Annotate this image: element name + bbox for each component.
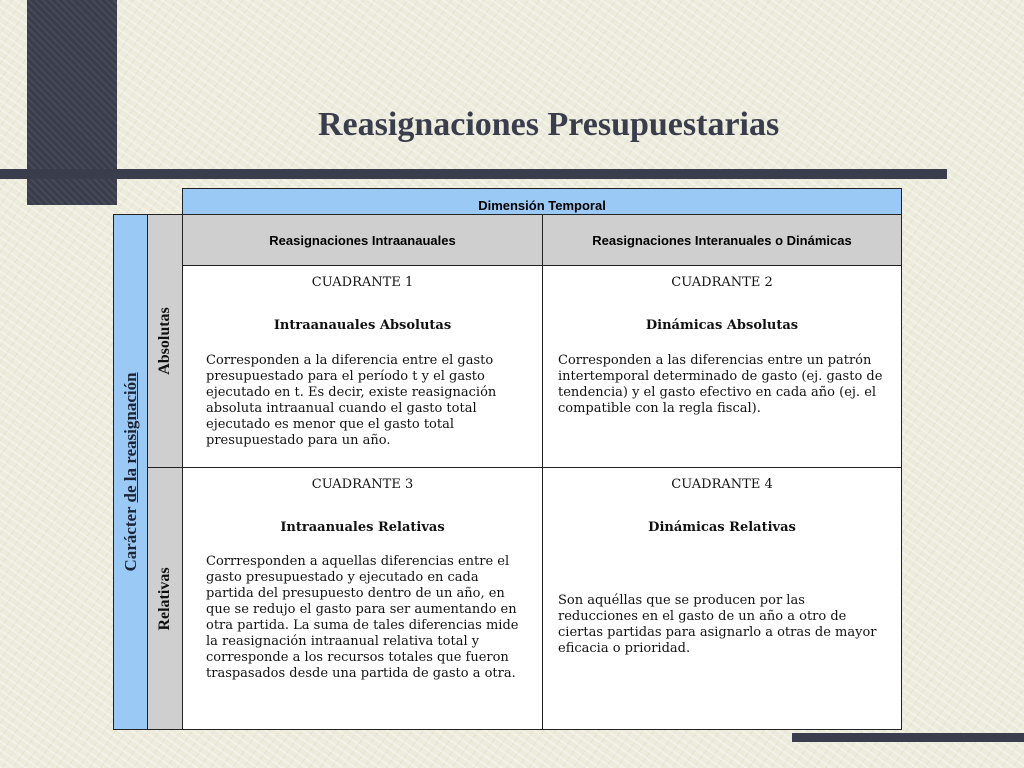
quadrant-subtitle: Intraanuales Relativas bbox=[280, 520, 445, 535]
row-header-absolutas bbox=[147, 214, 183, 468]
quadrant-description: Corresponden a las diferencias entre un patrón intertemporal determinado de gasto (ej. gasto de tendencia) y el gasto efectivo en cada año (ej. el compatible con la regla fiscal). bbox=[558, 353, 883, 416]
decorative-line-top bbox=[0, 169, 947, 179]
row-label-absolutas: Absolutas bbox=[156, 307, 173, 375]
row-group-label-underlined: de la reasignación bbox=[120, 372, 140, 503]
row-label-relativas: Relativas bbox=[156, 566, 173, 631]
quadrant-2 bbox=[542, 265, 902, 468]
quadrant-description: Corresponden a la diferencia entre el gasto presupuestado para el período t y el gasto ejecutado en t. Es decir, existe reasignación absoluta intraanual cuando el gasto total ejecutado es menor que el gasto total presupuestado para un año. bbox=[206, 353, 497, 448]
quadrant-description: Son aquéllas que se producen por las reducciones en el gasto de un año a otro de ciertas partidas para asignarlo a otras de mayor eficacia o prioridad. bbox=[558, 593, 877, 656]
quadrant-description: Corrresponden a aquellas diferencias entre el gasto presupuestado y ejecutado en cada partida del presupuesto dentro de un año, en que se redujo el gasto para ser aumentando en otra partida. La suma de tales diferencias mide la reasignación intraanual relativa total y corresponde a los recursos totales que fueron traspasados desde una partida de gasto a otra. bbox=[206, 554, 519, 681]
slide-title: Reasignaciones Presupuestarias bbox=[318, 106, 780, 143]
quadrant-3 bbox=[182, 467, 543, 730]
row-group-header bbox=[113, 214, 148, 730]
quadrant-label: CUADRANTE 3 bbox=[311, 477, 414, 492]
column-header-interanual: Reasignaciones Interanuales o Dinámicas bbox=[542, 214, 902, 266]
quadrant-subtitle: Dinámicas Relativas bbox=[648, 520, 796, 535]
row-group-label bbox=[121, 372, 141, 571]
row-header-relativas bbox=[147, 467, 183, 730]
quadrant-4 bbox=[542, 467, 902, 730]
row-group-label-prefix: Carácter bbox=[120, 502, 140, 572]
quadrant-label: CUADRANTE 2 bbox=[671, 275, 773, 290]
quadrant-label: CUADRANTE 4 bbox=[671, 477, 773, 492]
quadrant-subtitle: Dinámicas Absolutas bbox=[645, 318, 799, 333]
quadrant-label: CUADRANTE 1 bbox=[311, 275, 414, 290]
temporal-dimension-header: Dimensión Temporal bbox=[182, 188, 902, 215]
quadrant-subtitle: Intraanauales Absolutas bbox=[273, 318, 452, 333]
column-header-intraanual: Reasignaciones Intraanauales bbox=[182, 214, 543, 266]
quadrant-1 bbox=[182, 265, 543, 468]
decorative-line-bottom bbox=[792, 733, 1024, 742]
